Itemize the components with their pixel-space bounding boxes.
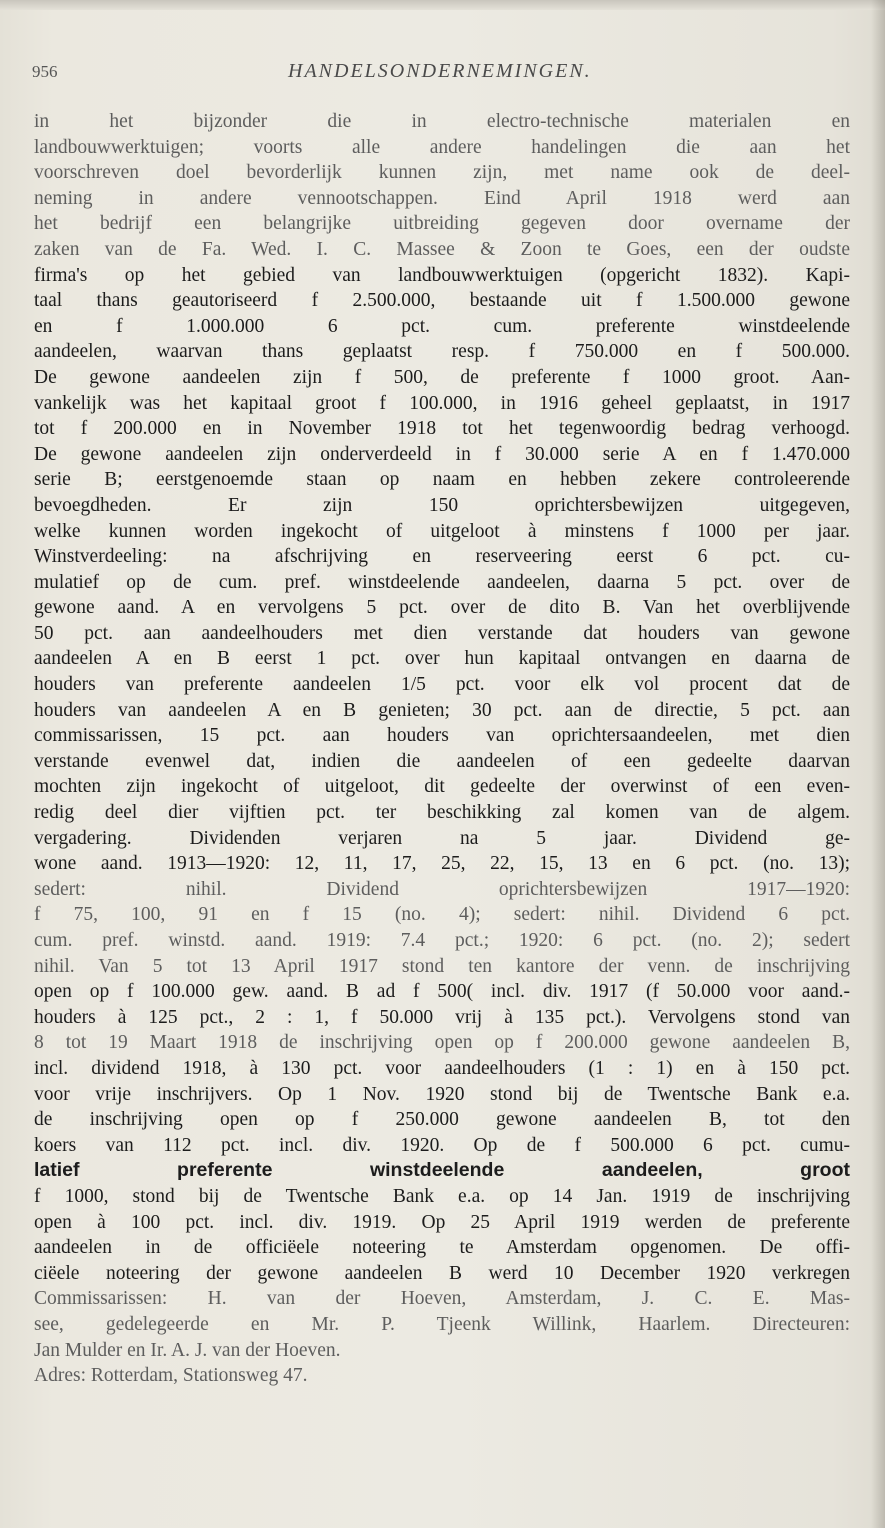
text-line: in het bijzonder die in electro-technische materialen en [34, 111, 850, 132]
text-line: houders van aandeelen A en B genieten; 30 pct. aan de directie, 5 pct. aan [34, 699, 850, 721]
page-right-edge [871, 0, 885, 1528]
page-top-edge [0, 0, 885, 10]
body-text [34, 109, 850, 1389]
text-line: cum. pref. winstd. aand. 1919: 7.4 pct.; 1920: 6 pct. (no. 2); sedert [34, 930, 850, 951]
text-line: de inschrijving open op f 250.000 gewone aandeelen B, tot den [34, 1109, 850, 1131]
text-line: Jan Mulder en Ir. A. J. van der Hoeven. [34, 1339, 341, 1361]
text-line: en f 1.000.000 6 pct. cum. preferente winstdeelende [34, 315, 850, 337]
address-line: Adres: Rotterdam, Stationsweg 47. [34, 1365, 308, 1387]
text-line: bevoegdheden. Er zijn 150 oprichtersbewijzen uitgegeven, [34, 494, 850, 516]
text-line: wone aand. 1913—1920: 12, 11, 17, 25, 22, 15, 13 en 6 pct. (no. 13); [34, 853, 850, 875]
text-line: see, gedelegeerde en Mr. P. Tjeenk Willink, Haarlem. Directeuren: [34, 1313, 850, 1335]
text-line: voor vrije inschrijvers. Op 1 Nov. 1920 stond bij de Twentsche Bank e.a. [34, 1083, 850, 1105]
text-line: het bedrijf een belangrijke uitbreiding gegeven door overname der [34, 213, 850, 235]
text-line: mochten zijn ingekocht of uitgeloot, dit gedeelte der overwinst of een even- [34, 776, 850, 798]
text-line: sedert: nihil. Dividend oprichtersbewijzen 1917—1920: [34, 878, 850, 900]
text-line: f 1000, stond bij de Twentsche Bank e.a. op 14 Jan. 1919 de inschrijving [34, 1185, 850, 1207]
text-line: gewone aand. A en vervolgens 5 pct. over de dito B. Van het overblijvende [34, 597, 850, 619]
text-line: De gewone aandeelen zijn f 500, de preferente f 1000 groot. Aan- [34, 366, 850, 388]
text-line: neming in andere vennootschappen. Eind April 1918 werd aan [34, 187, 850, 209]
text-line: zaken van de Fa. Wed. I. C. Massee & Zoon te Goes, een der oudste [34, 238, 850, 260]
text-line: firma's op het gebied van landbouwwerktuigen (opgericht 1832). Kapi- [34, 264, 850, 286]
running-title: HANDELSONDERNEMINGEN. [288, 60, 592, 82]
text-line: serie B; eerstgenoemde staan op naam en hebben zekere controleerende [34, 469, 850, 491]
text-line: Commissarissen: H. van der Hoeven, Amsterdam, J. C. E. Mas- [34, 1288, 850, 1310]
text-line: open à 100 pct. incl. div. 1919. Op 25 April 1919 werden de preferente [34, 1211, 850, 1233]
text-line: aandeelen in de officiëele noteering te Amsterdam opgenomen. De offi- [34, 1237, 850, 1259]
text-line: Winstverdeeling: na afschrijving en reserveering eerst 6 pct. cu- [34, 546, 850, 568]
page-number: 956 [32, 62, 58, 81]
text-line: voorschreven doel bevorderlijk kunnen zijn, met name ook de deel- [34, 162, 850, 184]
text-line: welke kunnen worden ingekocht of uitgeloot à minstens f 1000 per jaar. [34, 520, 850, 542]
text-line: ciëele noteering der gewone aandeelen B werd 10 December 1920 verkregen [34, 1262, 850, 1284]
text-line: commissarissen, 15 pct. aan houders van oprichtersaandeelen, met dien [34, 725, 850, 747]
text-line: taal thans geautoriseerd f 2.500.000, bestaande uit f 1.500.000 gewone [34, 290, 850, 312]
text-line: f 75, 100, 91 en f 15 (no. 4); sedert: nihil. Dividend 6 pct. [34, 904, 850, 926]
text-line: vankelijk was het kapitaal groot f 100.000, in 1916 geheel geplaatst, in 1917 [34, 392, 850, 414]
text-line: tot f 200.000 en in November 1918 tot het tegenwoordig bedrag verhoogd. [34, 418, 850, 440]
text-line: landbouwwerktuigen; voorts alle andere handelingen die aan het [34, 136, 850, 158]
text-line: 50 pct. aan aandeelhouders met dien verstande dat houders van gewone [34, 622, 850, 644]
text-line: houders van preferente aandeelen 1/5 pct. voor elk vol procent dat de [34, 674, 850, 696]
text-line: open op f 100.000 gew. aand. B ad f 500( incl. div. 1917 (f 50.000 voor aand.- [34, 981, 850, 1003]
text-line: 8 tot 19 Maart 1918 de inschrijving open op f 200.000 gewone aandeelen B, [34, 1032, 850, 1054]
text-line: incl. dividend 1918, à 130 pct. voor aandeelhouders (1 : 1) en à 150 pct. [34, 1057, 850, 1079]
text-line: latief preferente winstdeelende aandeelen, groot [34, 1159, 850, 1182]
text-line: houders à 125 pct., 2 : 1, f 50.000 vrij à 135 pct.). Vervolgens stond van [34, 1006, 850, 1028]
text-line: aandeelen, waarvan thans geplaatst resp. f 750.000 en f 500.000. [34, 341, 850, 363]
text-line: vergadering. Dividenden verjaren na 5 jaar. Dividend ge- [34, 827, 850, 849]
text-line: redig deel dier vijftien pct. ter beschikking zal komen van de algem. [34, 802, 850, 824]
text-line: mulatief op de cum. pref. winstdeelende aandeelen, daarna 5 pct. over de [34, 571, 850, 593]
text-line: verstande evenwel dat, indien die aandeelen of een gedeelte daarvan [34, 750, 850, 772]
page-header [30, 56, 850, 86]
text-line: aandeelen A en B eerst 1 pct. over hun kapitaal ontvangen en daarna de [34, 648, 850, 670]
text-line: De gewone aandeelen zijn onderverdeeld in f 30.000 serie A en f 1.470.000 [34, 443, 850, 465]
text-line: nihil. Van 5 tot 13 April 1917 stond ten kantore der venn. de inschrijving [34, 955, 850, 977]
text-line: koers van 112 pct. incl. div. 1920. Op de f 500.000 6 pct. cumu- [34, 1134, 850, 1156]
